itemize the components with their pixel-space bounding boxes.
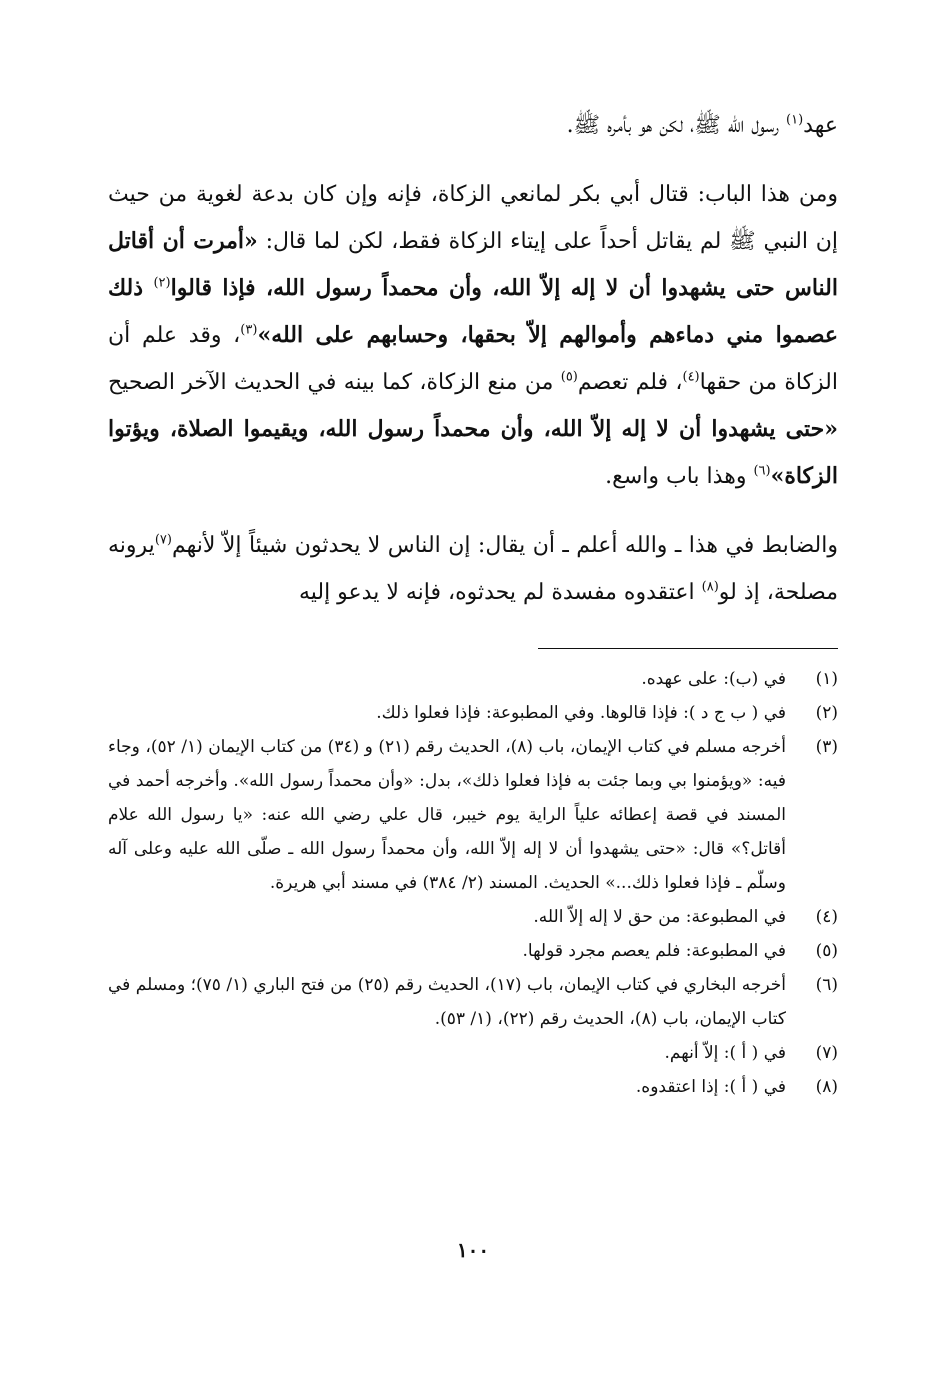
text-run: والضابط في هذا ـ والله أعلم ـ أن يقال: إن الناس لا يحدثون شيئاً إلاّ لأنهم — [171, 533, 838, 558]
text-run: ومن هذا الباب: قتال أبي بكر لمانعي الزكاة، فإنه وإن كان بدعة لغوية من حيث إن النبي ﷺ لم يقاتل أحداً على إيتاء الزكاة فقط، لكن لما قال: — [108, 182, 838, 254]
footnote-2 — [108, 696, 838, 730]
paragraph-3 — [108, 522, 838, 616]
paragraph-1 — [108, 102, 838, 149]
footnote-text: في ( أ ): إذا اعتقدوه. — [635, 1077, 786, 1097]
footnote-text: أخرجه مسلم في كتاب الإيمان، باب (٨)، الحديث رقم (٢١) و (٣٤) من كتاب الإيمان (١/ ٥٢)، وجاء فيه: «ويؤمنوا بي وبما جئت به فإذا فعلوا ذلك»، بدل: «وأن محمداً رسول الله». وأخرجه أحمد في المسند في قصة إعطائه علياً الراية يوم خيبر، قال علي رضي الله عنه: «يا رسول الله علام أقاتل؟» قال: «حتى يشهدوا أن لا إله إلاّ الله، وأن محمداً رسول الله ـ صلّى الله عليه وعلى آله وسلّم ـ فإذا فعلوا ذلك...» الحديث. المسند (٢/ ٣٨٤) في مسند أبي هريرة. — [108, 737, 787, 893]
footnote-number: (٢) — [815, 703, 838, 723]
text-run: رسول الله ﷺ، لكن هو بأمره ﷺ. — [566, 113, 787, 138]
footnote-text: أخرجه البخاري في كتاب الإيمان، باب (١٧)، الحديث رقم (٢٥) من فتح الباري (١/ ٧٥)؛ ومسلم في كتاب الإيمان، باب (٨)، الحديث رقم (٢٢)، (١/ ٥٣). — [108, 975, 786, 1029]
footnote-number: (٨) — [815, 1077, 838, 1097]
footnote-8 — [108, 1070, 838, 1104]
footnote-number: (٦) — [815, 975, 838, 995]
footnote-5 — [108, 934, 838, 968]
text-run: وهذا باب واسع. — [605, 464, 754, 489]
footnote-text: في (ب): على عهده. — [641, 669, 786, 689]
footnote-number: (١) — [815, 669, 838, 689]
hadith-quote: «أمرت أن أقاتل الناس حتى يشهدوا أن لا إله إلاّ الله، وأن محمداً رسول الله، فإذا قالوا — [108, 228, 839, 301]
footnote-text: في ( أ ): إلاّ أنهم. — [664, 1043, 786, 1063]
footnote-6 — [108, 968, 838, 1036]
footnote-number: (٤) — [815, 907, 838, 927]
footnote-7 — [108, 1036, 838, 1070]
main-text — [108, 102, 838, 616]
text-run: ، وقد علم أن الزكاة من حقها — [108, 323, 838, 395]
footnote-ref[interactable]: (٣) — [240, 322, 258, 338]
footnote-ref[interactable]: (١) — [786, 112, 804, 128]
footnote-ref[interactable]: (٧) — [154, 532, 172, 548]
footnote-number: (٧) — [815, 1043, 838, 1063]
text-run: يرونه مصلحة، إذ لو — [108, 533, 838, 605]
footnote-ref[interactable]: (٨) — [701, 579, 719, 595]
text-run: من منع الزكاة، كما بينه في الحديث الآخر الصحيح — [108, 370, 561, 395]
footnote-text: في ( ب ج د ): فإذا قالوها. وفي المطبوعة: فإذا فعلوا ذلك. — [376, 703, 786, 723]
footnote-1 — [108, 662, 838, 696]
hadith-quote: «حتى يشهدوا أن لا إله إلاّ الله، وأن محمداً رسول الله، ويقيموا الصلاة، ويؤتوا الزكاة» — [108, 416, 838, 489]
footnote-text: في المطبوعة: فلم يعصم مجرد قولها. — [522, 941, 786, 961]
text-run: اعتقدوه مفسدة لم يحدثوه، فإنه لا يدعو إليه — [298, 580, 702, 605]
paragraph-2 — [108, 171, 838, 500]
footnote-separator — [538, 648, 838, 649]
footnote-3 — [108, 730, 838, 900]
footnote-ref[interactable]: (٥) — [560, 369, 578, 385]
footnote-number: (٣) — [815, 737, 838, 757]
footnote-ref[interactable]: (٦) — [753, 463, 771, 479]
hadith-quote: ذلك عصموا مني دماءهم وأموالهم إلاّ بحقها، وحسابهم على الله» — [108, 275, 838, 348]
footnote-4 — [108, 900, 838, 934]
footnote-number: (٥) — [815, 941, 838, 961]
text-run: ، فلم تعصم — [577, 370, 683, 395]
footnote-ref[interactable]: (٤) — [682, 369, 700, 385]
page-number: ١٠٠ — [456, 1238, 490, 1262]
footnotes — [108, 662, 838, 1104]
footnote-text: في المطبوعة: من حق لا إله إلاّ الله. — [533, 907, 786, 927]
footnote-ref[interactable]: (٢) — [153, 275, 171, 291]
text-run: عهد — [803, 113, 838, 138]
